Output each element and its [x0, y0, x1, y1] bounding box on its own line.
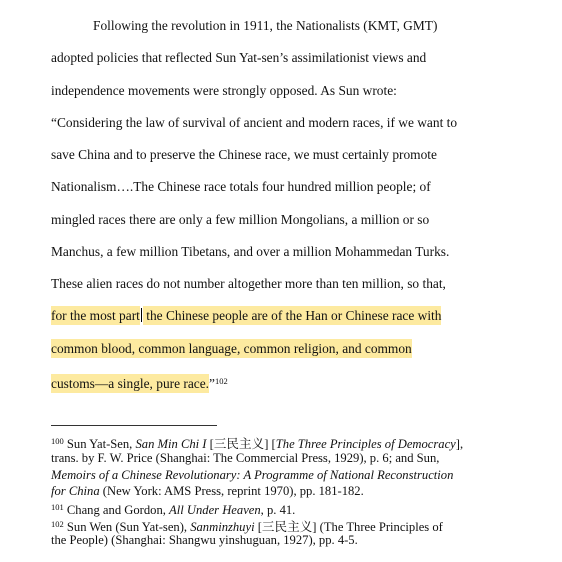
footnote-text: Sun Yat-Sen,	[63, 437, 136, 451]
body-line-5: save China and to preserve the Chinese race, we must certainly promote	[51, 147, 437, 162]
highlight-span[interactable]: common blood, common language, common religion, and common	[51, 341, 412, 356]
footnote-text: , p. 41.	[260, 503, 296, 517]
footnote-title: All Under Heaven	[169, 503, 261, 517]
body-line-2: adopted policies that reflected Sun Yat-sen’s assimilationist views and	[51, 50, 427, 65]
text-cursor	[141, 308, 142, 322]
body-line-6: Nationalism….The Chinese race totals four hundred million people; of	[51, 179, 431, 194]
highlight-span[interactable]: customs—a single, pure race.	[51, 376, 210, 391]
footnote-num: 101	[51, 502, 64, 512]
body-line-9: These alien races do not number altogether more than ten million, so that,	[51, 276, 446, 291]
footnote-num: 100	[51, 436, 64, 446]
body-line-7: mingled races there are only a few million Mongolians, a million or so	[51, 212, 430, 227]
footnote-text: Chang and Gordon,	[63, 503, 170, 517]
body-line-3: independence movements were strongly opposed. As Sun wrote:	[51, 83, 397, 98]
footnote-title: The Three Principles of Democracy	[275, 437, 456, 451]
body-line-8: Manchus, a few million Tibetans, and over a million Mohammedan Turks.	[51, 244, 450, 259]
footnote-title: Memoirs of a Chinese Revolutionary: A Programme of National Reconstruction	[51, 468, 454, 482]
footnote-text: Sun Wen (Sun Yat-sen),	[63, 520, 191, 534]
highlighted-line-2[interactable]	[51, 340, 412, 358]
footnote-num: 102	[51, 519, 64, 529]
highlight-span[interactable]: for the most part	[51, 308, 140, 323]
highlighted-line-1[interactable]	[51, 307, 441, 325]
footnote-title: for China	[51, 484, 100, 498]
footnote-separator	[51, 425, 217, 426]
footnote-text: [三民主义] [	[206, 437, 276, 451]
highlighted-line-3[interactable]	[51, 372, 228, 393]
body-line-4: “Considering the law of survival of ancient and modern races, if we want to	[51, 115, 458, 130]
footnote-100-line-4	[51, 483, 364, 500]
closing-quote: ”	[209, 376, 215, 391]
footnote-ref-102[interactable]: 102	[215, 376, 228, 386]
footnote-100-line-3	[51, 467, 453, 484]
footnote-102-line-2: the People) (Shanghai: Shangwu yinshuguan, 1927), pp. 4-5.	[51, 533, 358, 547]
footnote-text: [三民主义] (The Three Principles of	[254, 520, 443, 534]
footnote-100-line-2: trans. by F. W. Price (Shanghai: The Commercial Press, 1929), p. 6; and Sun,	[51, 451, 440, 465]
footnote-title: Sanminzhuyi	[190, 520, 255, 534]
footnote-text: ],	[455, 437, 464, 451]
footnote-title: San Min Chi I	[135, 437, 207, 451]
highlight-span[interactable]: the Chinese people are of the Han or Chinese race with	[142, 308, 442, 323]
body-line-1: Following the revolution in 1911, the Nationalists (KMT, GMT)	[93, 18, 438, 33]
footnote-text: (New York: AMS Press, reprint 1970), pp. 181-182.	[99, 484, 364, 498]
